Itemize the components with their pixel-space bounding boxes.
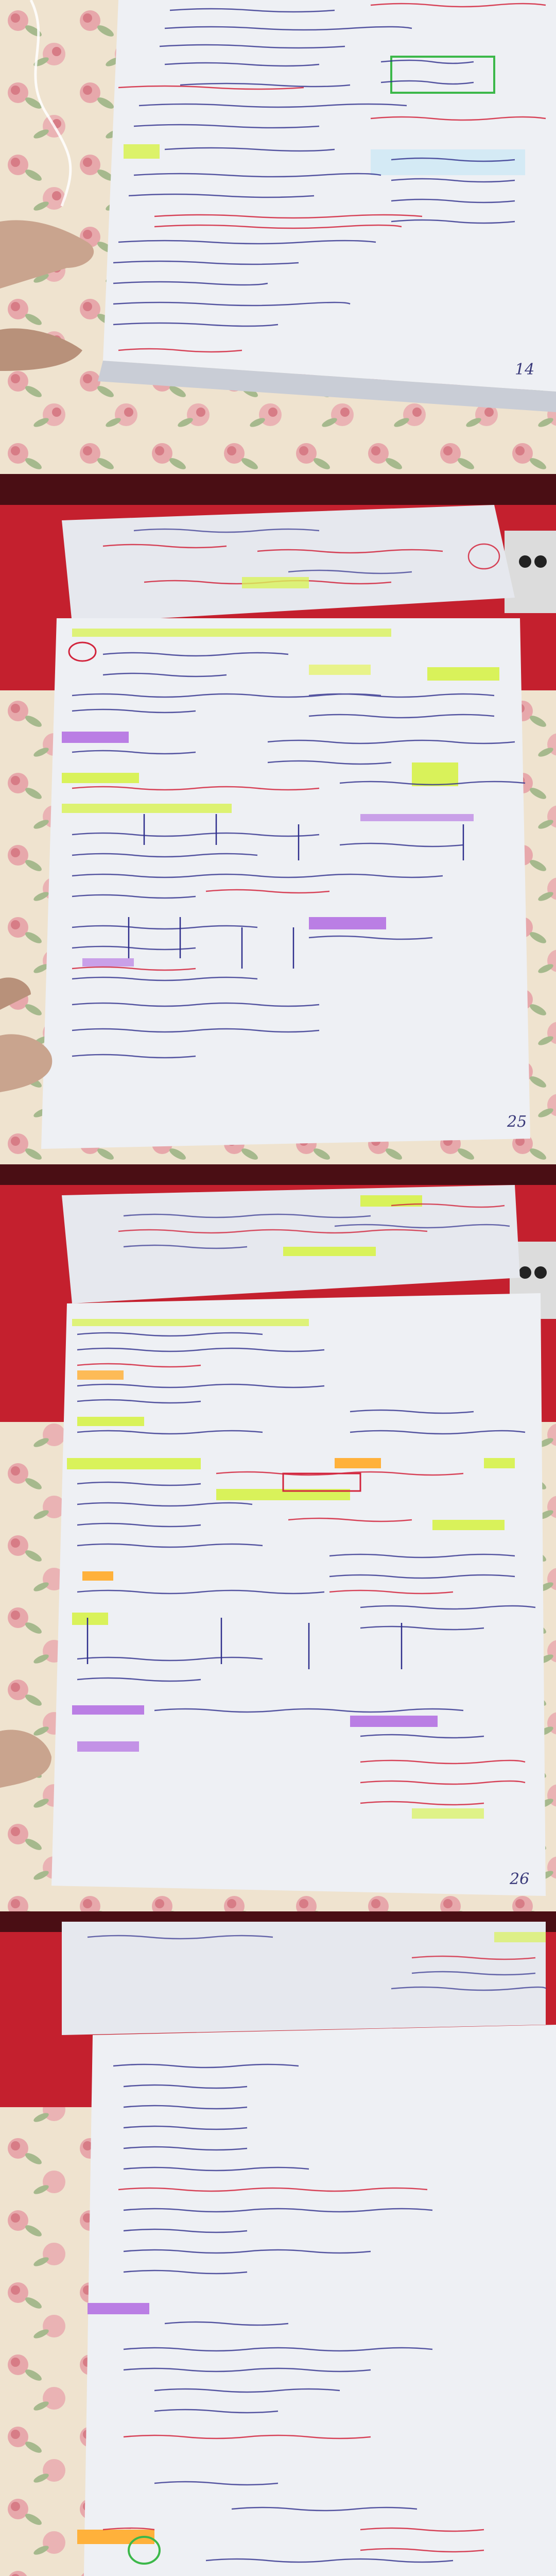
notebook-page-2 [41,618,530,1149]
notebook-page-3 [51,1293,546,1896]
notebook-page-1 [103,0,556,392]
notebook-page-4 [82,2025,556,2576]
photo-1 [0,0,556,474]
photo-4 [0,1911,556,2576]
photo-1-scene [0,0,556,474]
photo-3-scene [0,1164,556,1911]
page-number-2: 25 [507,1113,527,1131]
photo-2 [0,474,556,1164]
photo-3 [0,1164,556,1911]
photo-4-scene [0,1911,556,2576]
photo-2-scene [0,474,556,1164]
page-number-3: 26 [510,1870,530,1888]
page-number-1: 14 [515,361,535,379]
